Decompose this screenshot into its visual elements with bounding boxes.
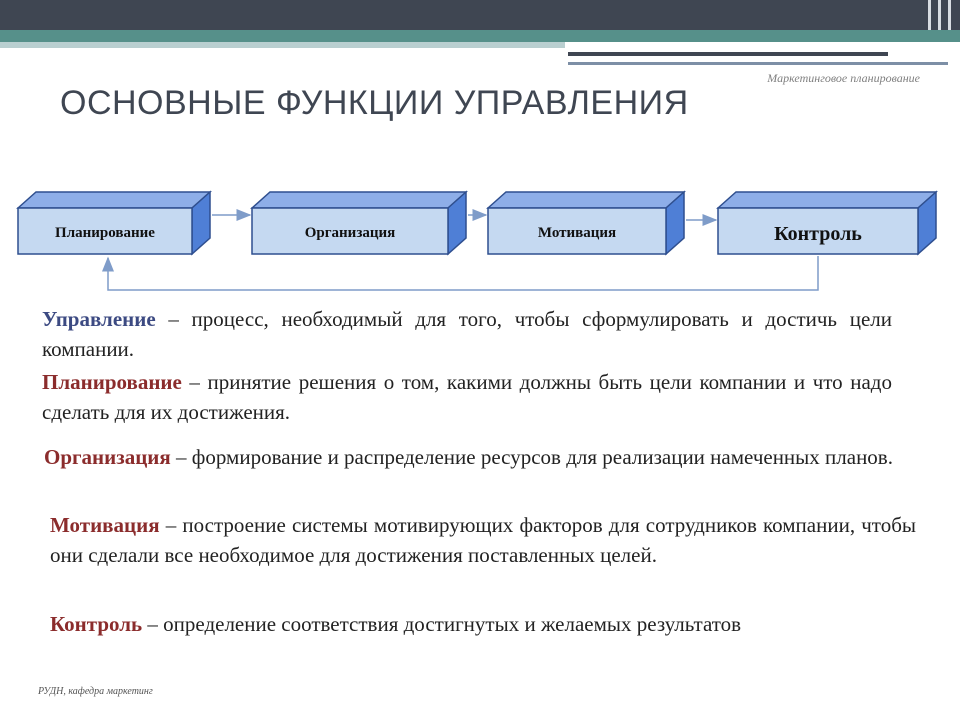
definition-text: – построение системы мотивирующих факторов для сотрудников компании, чтобы они сделали все необходимое для достижения поставленных целей. [50, 513, 916, 567]
node-label: Мотивация [537, 225, 617, 241]
definition-text: – процесс, необходимый для того, чтобы сформулировать и достичь цели компании. [42, 307, 892, 361]
definition-text: – принятие решения о том, какими должны быть цели компании и что надо сделать для их достижения. [42, 370, 892, 424]
page-title: ОСНОВНЫЕ ФУНКЦИИ УПРАВЛЕНИЯ [60, 84, 689, 122]
definition-text: – формирование и распределение ресурсов для реализации намеченных планов. [170, 445, 893, 469]
node-box-top [718, 192, 936, 208]
definition-term: Мотивация [50, 513, 160, 537]
arrow-feedback-control-to-planning [108, 256, 818, 290]
node-label: Организация [304, 225, 396, 241]
definition-organization [44, 442, 924, 472]
node-label: Контроль [774, 223, 862, 245]
definition-management [42, 304, 892, 364]
node-box-top [488, 192, 684, 208]
node-motivation [488, 192, 684, 254]
definition-term: Планирование [42, 370, 182, 394]
definition-term: Управление [42, 307, 156, 331]
node-organization [252, 192, 466, 254]
definition-control [50, 609, 924, 639]
node-box-top [18, 192, 210, 208]
process-diagram [0, 0, 960, 300]
node-label: Планирование [55, 225, 155, 241]
definition-term: Организация [44, 445, 171, 469]
definition-planning [42, 367, 892, 427]
node-box-top [252, 192, 466, 208]
definition-text: – определение соответствия достигнутых и желаемых результатов [142, 612, 742, 636]
node-control [718, 192, 936, 254]
section-label: Маркетинговое планирование [767, 71, 920, 85]
node-planning [18, 192, 210, 254]
definition-term: Контроль [50, 612, 143, 636]
footer-text: РУДН, кафедра маркетинг [38, 686, 153, 697]
definition-motivation [50, 510, 916, 570]
